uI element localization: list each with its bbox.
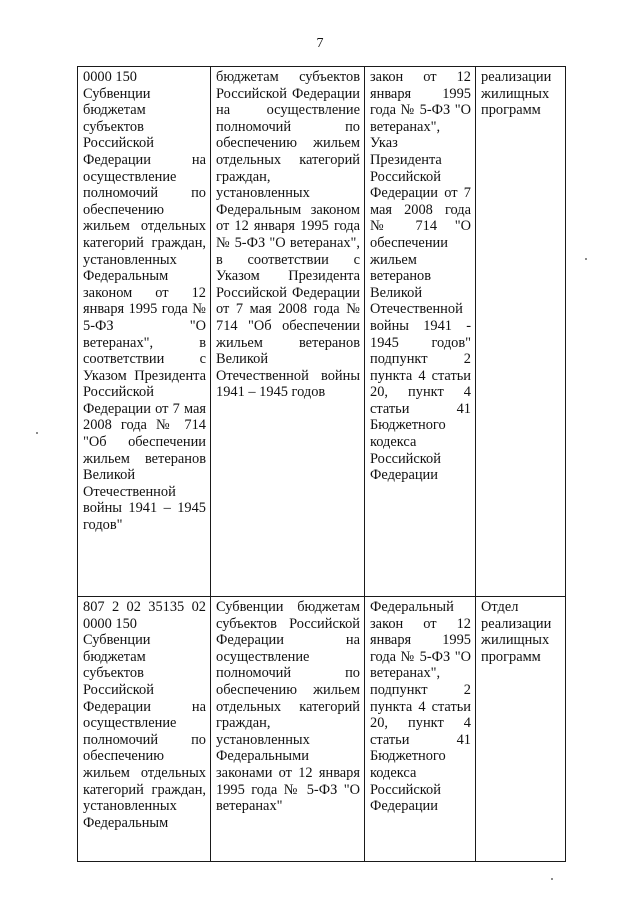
scan-speck (551, 878, 553, 880)
cell-code-and-name (78, 597, 211, 862)
document-table-wrapper (77, 66, 566, 862)
table-row (78, 67, 566, 597)
budget-codes-table (77, 66, 566, 862)
cell-legal-basis: закон от 12 января 1995 года № 5-ФЗ "О ветеранах", Указ Президента Российской Федерации от 7 мая 2008 года № 714 "О обеспечении жильем ветеранов Великой Отечественной войны 1941 - 1945 годов" подпункт 2 пункта 4 статьи 20, пункт 4 статьи 41 Бюджетного кодекса Российской Федерации (365, 67, 476, 597)
income-name: Субвенции бюджетам субъектов Российской Федерации на осуществление полномочий по обеспечению жильем отдельных категорий граждан, установленных Федеральным (83, 632, 206, 831)
income-name: Субвенции бюджетам субъектов Российской Федерации на осуществление полномочий по обеспечению жильем отдельных категорий граждан, установленных Федеральным законом от 12 января 1995 года № 5-ФЗ "О ветеранах", в соответствии с Указом Президента Российской Федерации от 7 мая 2008 года № 714 "Об обеспечении жильем ветеранов Великой Отечественной войны 1941 – 1945 годов" (83, 85, 206, 534)
budget-code: 0000 150 (83, 69, 137, 85)
cell-description: Субвенции бюджетам субъектов Российской Федерации на осуществление полномочий по обеспечению жильем отдельных категорий граждан, установленных Федеральными законами от 12 января 1995 года № 5-ФЗ "О ветеранах" (211, 597, 365, 862)
cell-code-and-name (78, 67, 211, 597)
table-row (78, 597, 566, 862)
scan-speck (585, 258, 587, 260)
cell-description: бюджетам субъектов Российской Федерации на осуществление полномочий по обеспечению жильем отдельных категорий граждан, установленных Федеральным законом от 12 января 1995 года № 5-ФЗ "О ветеранах", в соответствии с Указом Президента Российской Федерации от 7 мая 2008 года № 714 "Об обеспечении жильем ветеранов Великой Отечественной войны 1941 – 1945 годов (211, 67, 365, 597)
budget-code: 807 2 02 35135 02 0000 150 (83, 599, 206, 632)
scan-speck (36, 432, 38, 434)
cell-department: Отдел реализации жилищных программ (476, 597, 566, 862)
cell-legal-basis: Федеральный закон от 12 января 1995 года № 5-ФЗ "О ветеранах", подпункт 2 пункта 4 статьи 20, пункт 4 статьи 41 Бюджетного кодекса Российской Федерации (365, 597, 476, 862)
page-number: 7 (316, 36, 324, 51)
cell-department: реализации жилищных программ (476, 67, 566, 597)
